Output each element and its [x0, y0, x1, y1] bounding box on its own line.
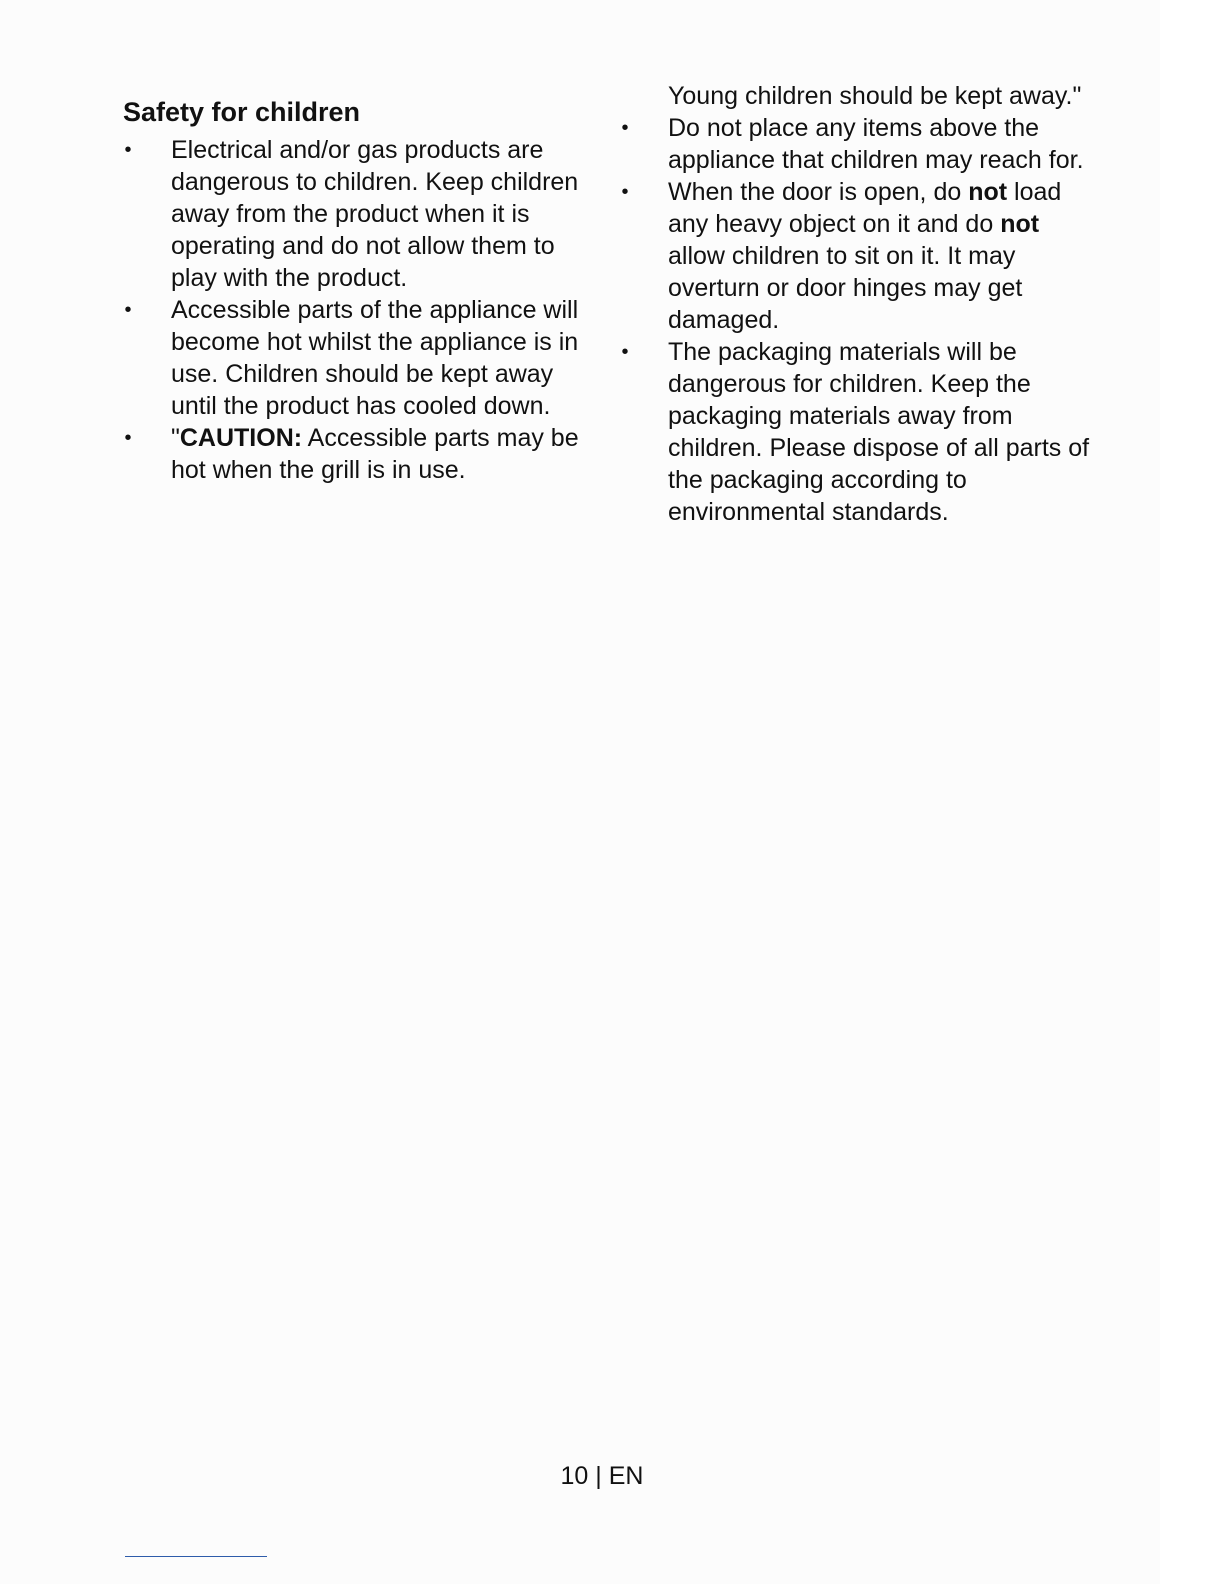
right-column [620, 80, 1090, 528]
right-bullet-list [620, 112, 1090, 528]
list-item-text: Do not place any items above the appliance that children may reach for. [668, 114, 1084, 174]
list-item-text-post: Accessible parts may be hot when the grill is in use. [171, 424, 579, 484]
continued-text: Young children should be kept away." [668, 82, 1082, 110]
list-item-text: Accessible parts of the appliance will become hot whilst the appliance is in use. Children should be kept away until the product has cooled down. [171, 296, 579, 420]
bullet-icon: • [621, 341, 629, 363]
list-item [620, 176, 1090, 336]
list-item-text: The packaging materials will be dangerous for children. Keep the packaging materials away from children. Please dispose of all parts of the packaging according to environmental standards. [668, 338, 1090, 526]
list-item-text-3: allow children to sit on it. It may overturn or door hinges may get damaged. [668, 242, 1023, 334]
bullet-icon: • [621, 117, 629, 139]
list-item [123, 134, 593, 294]
list-item [620, 112, 1090, 176]
list-item-text-1: When the door is open, do [668, 178, 969, 206]
footer-rule [125, 1556, 267, 1557]
emphasis-not: not [968, 178, 1008, 206]
list-item [123, 294, 593, 422]
section-title: Safety for children [123, 97, 361, 127]
bullet-icon: • [124, 427, 132, 449]
list-item-text-pre: " [171, 424, 180, 452]
bullet-icon: • [124, 139, 132, 161]
list-item [620, 336, 1090, 528]
page-footer: 10 | EN [560, 1462, 644, 1490]
list-item-text: Electrical and/or gas products are dangerous to children. Keep children away from the product when it is operating and do not allow them to play with the product. [171, 136, 579, 292]
left-column [123, 96, 593, 486]
list-item [123, 422, 593, 486]
left-bullet-list [123, 134, 593, 486]
bullet-icon: • [621, 181, 629, 203]
list-item-text-2: load any heavy object on it and do [668, 178, 1062, 238]
caution-label: CAUTION: [179, 424, 303, 452]
emphasis-not: not [1000, 210, 1040, 238]
bullet-icon: • [124, 299, 132, 321]
